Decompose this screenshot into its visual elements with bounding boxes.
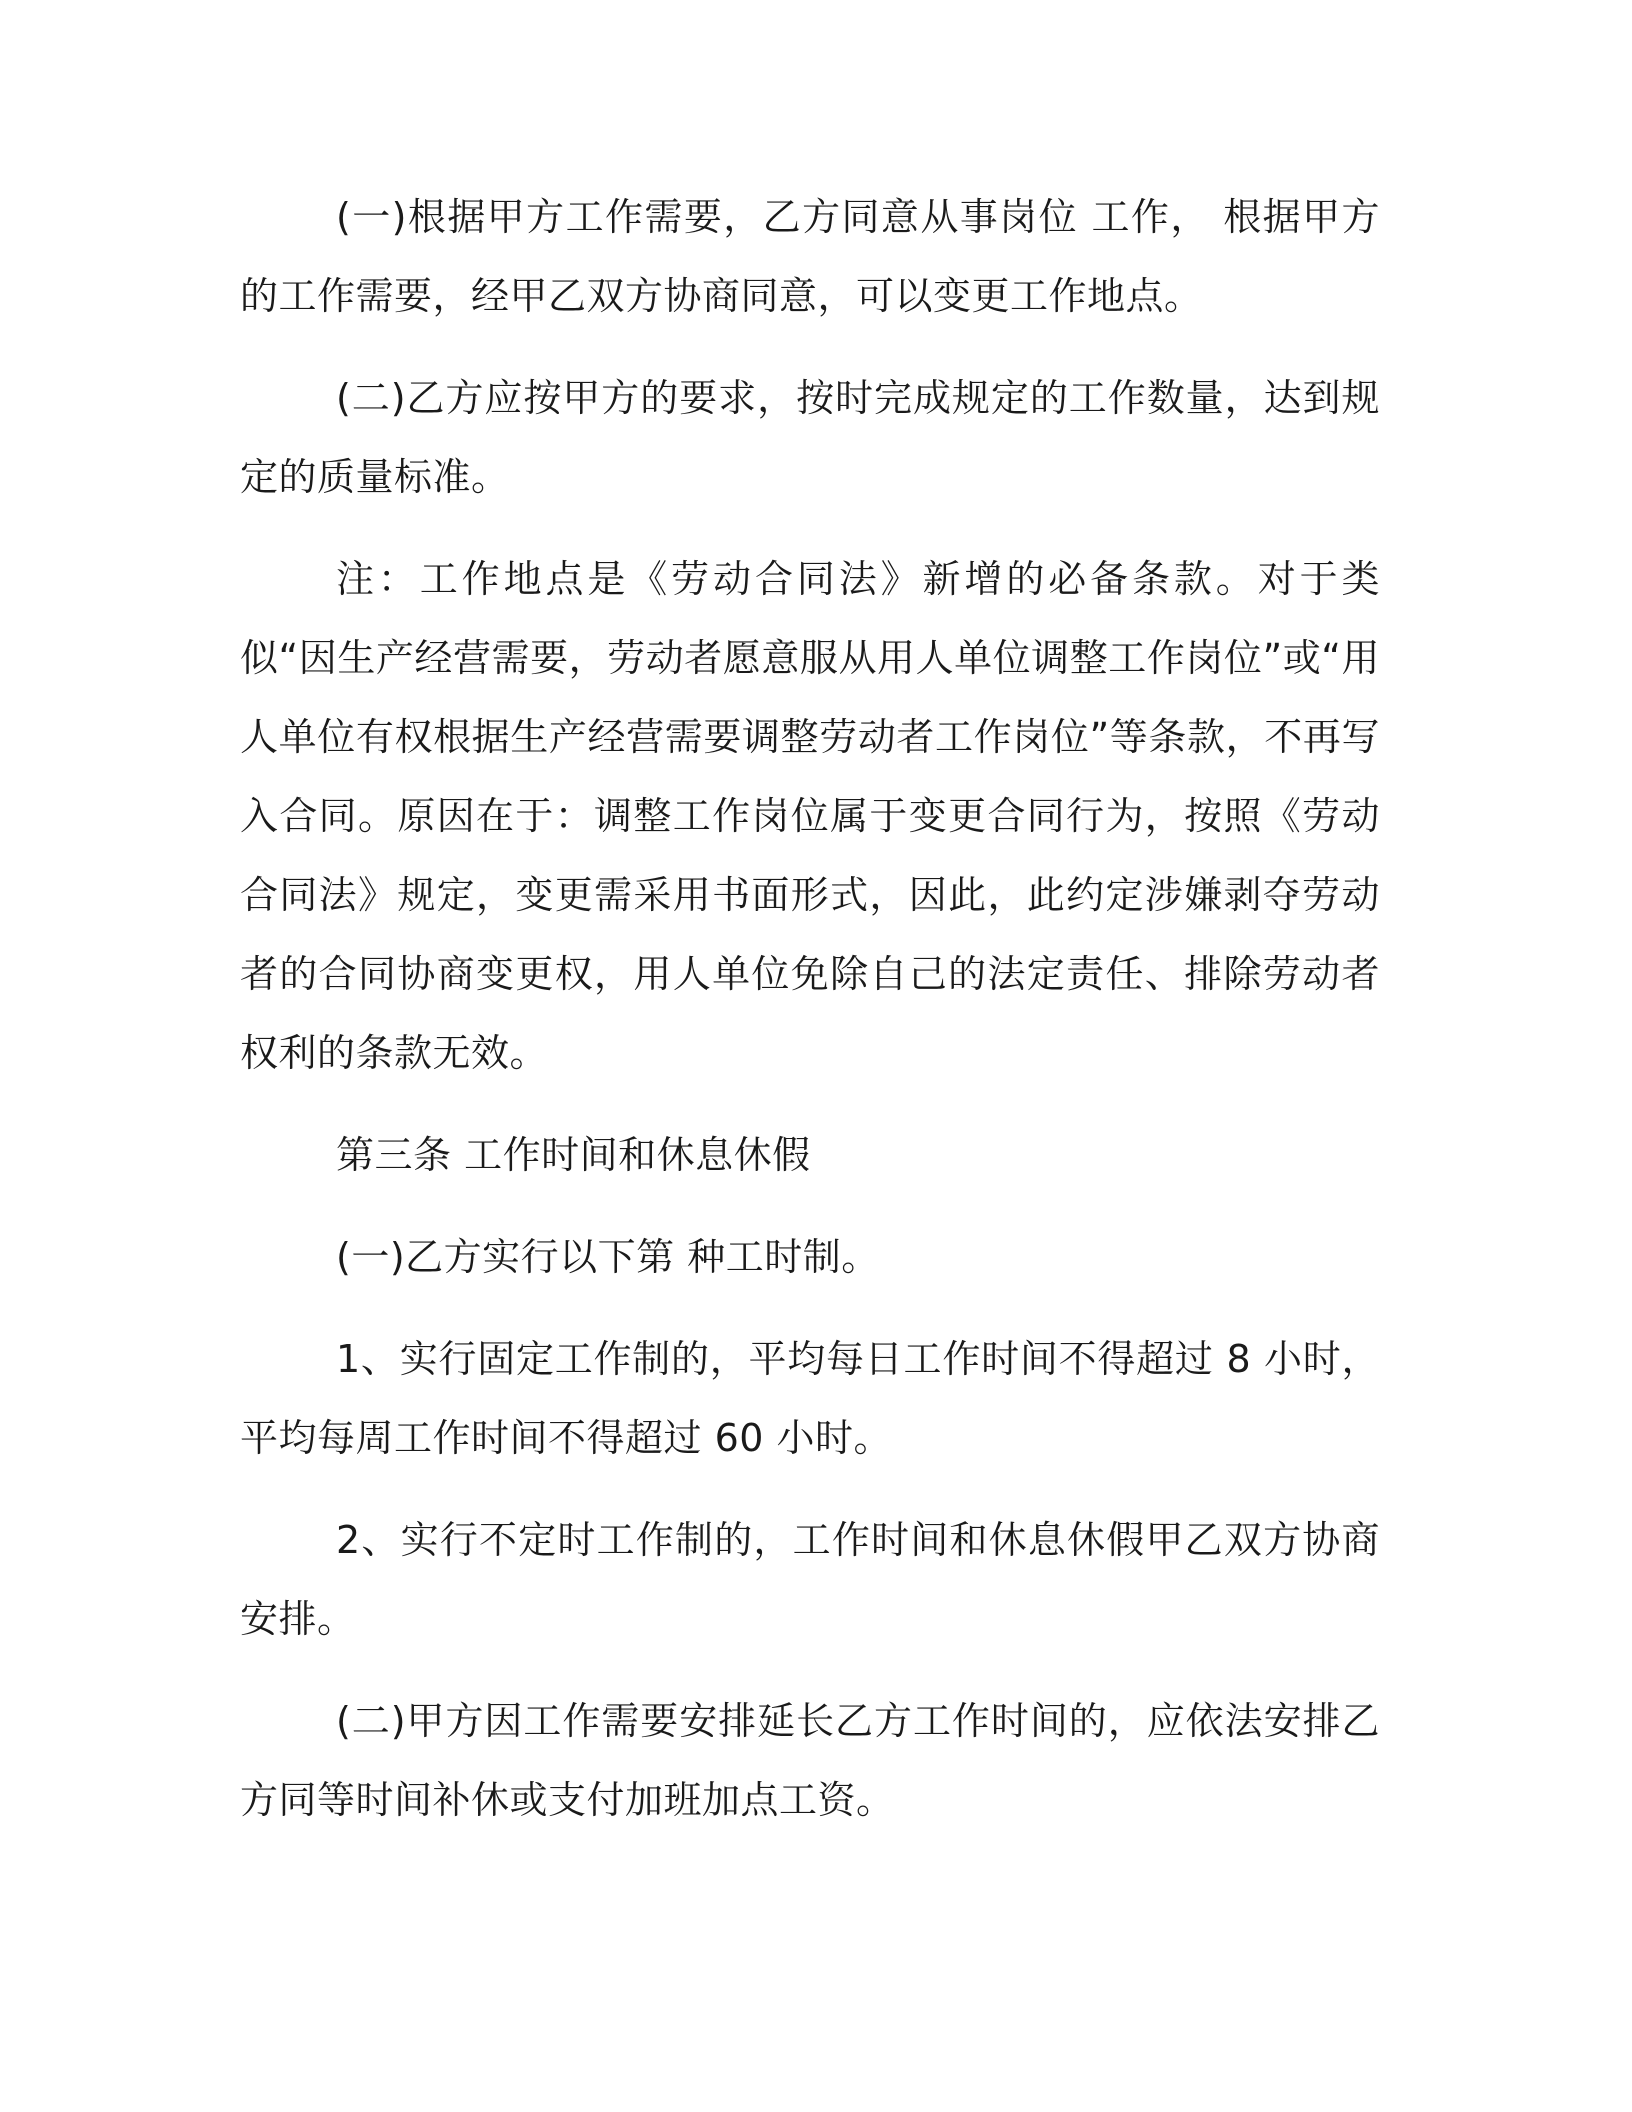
article-three-heading: 第三条 工作时间和休息休假	[336, 1133, 811, 1177]
clause-flexible-hours: 2、实行不定时工作制的，工作时间和休息休假甲乙双方协商安排。	[240, 1518, 1380, 1641]
clause-work-hours-system: (一)乙方实行以下第 种工时制。	[336, 1235, 880, 1279]
note-paragraph: 注：工作地点是《劳动合同法》新增的必备条款。对于类似“因生产经营需要，劳动者愿意服从用人单位调整工作岗位”或“用人单位有权根据生产经营需要调整劳动者工作岗位”等条款，不再写入合同。原因在于：调整工作岗位属于变更合同行为，按照《劳动合同法》规定，变更需采用书面形式，因此，此约定涉嫌剥夺劳动者的合同协商变更权，用人单位免除自己的法定责任、排除劳动者权利的条款无效。	[240, 557, 1380, 1075]
clause-overtime: (二)甲方因工作需要安排延长乙方工作时间的，应依法安排乙方同等时间补休或支付加班加点工资。	[240, 1699, 1380, 1822]
document-body	[240, 178, 1380, 1863]
clause-work-quantity: (二)乙方应按甲方的要求，按时完成规定的工作数量，达到规定的质量标准。	[240, 376, 1380, 499]
clause-fixed-hours: 1、实行固定工作制的，平均每日工作时间不得超过 8 小时，平均每周工作时间不得超过 60 小时。	[240, 1337, 1380, 1460]
clause-work-location: (一)根据甲方工作需要，乙方同意从事岗位 工作， 根据甲方的工作需要，经甲乙双方协商同意，可以变更工作地点。	[240, 195, 1380, 318]
